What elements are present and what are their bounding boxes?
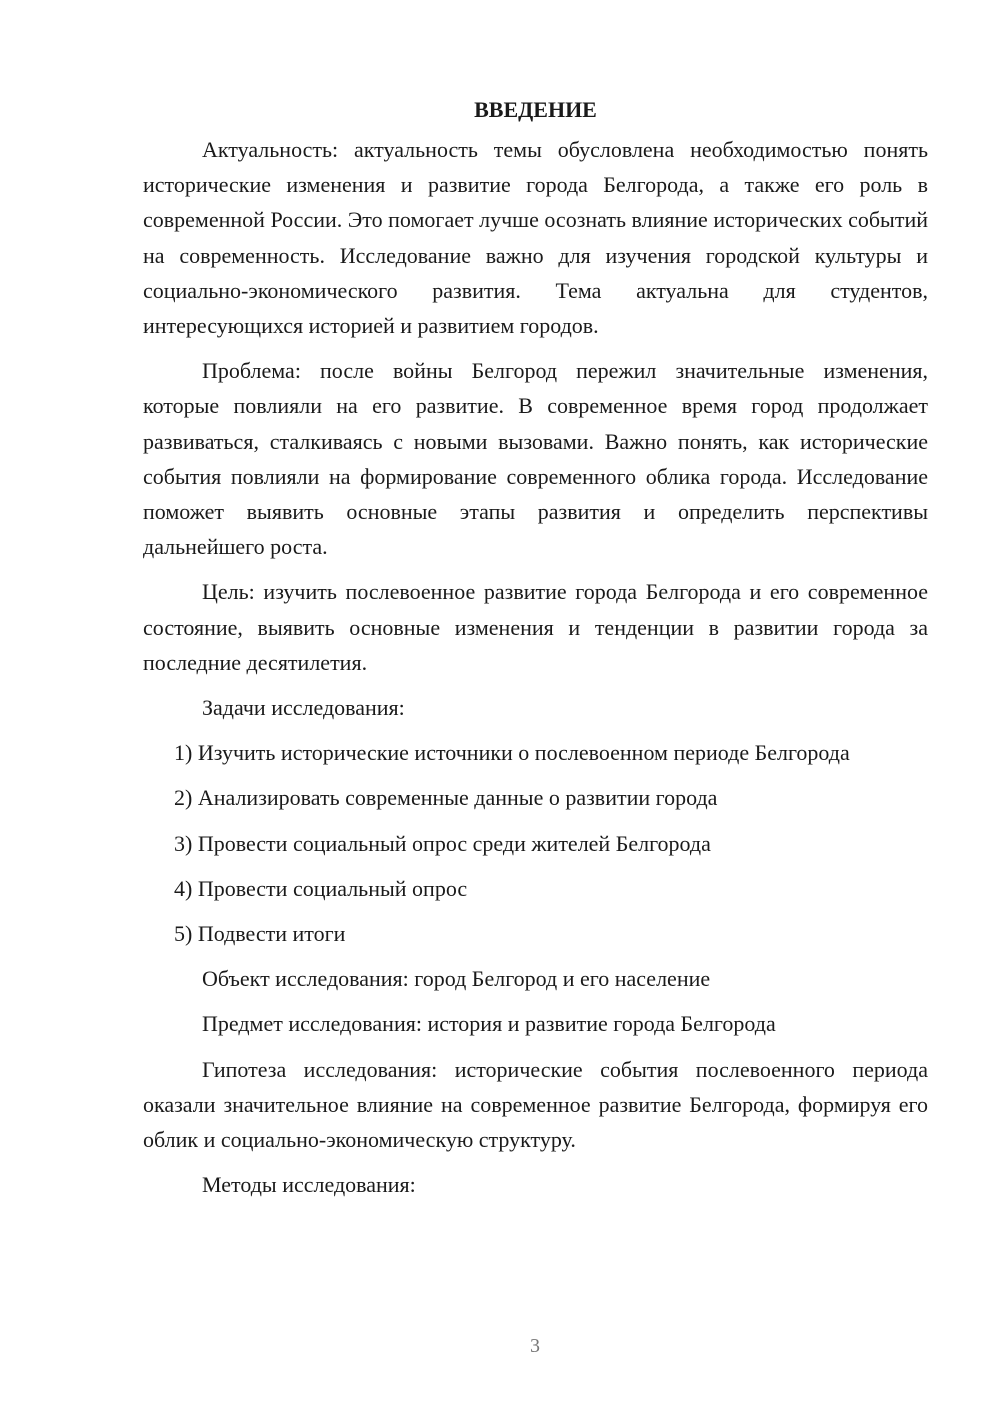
task-item-2: 2) Анализировать современные данные о развитии города: [174, 785, 718, 811]
problem-paragraph: Проблема: после войны Белгород пережил значительные изменения, которые повлияли на его развитие. В современное время город продолжает развиваться, сталкиваясь с новыми вызовами. Важно понять, как исторические события повлияли на формирование современного облика города. Исследование поможет выявить основные этапы развития и определить перспективы дальнейшего роста.: [143, 358, 928, 560]
object-paragraph: Объект исследования: город Белгород и его население: [202, 966, 711, 992]
task-item-1: 1) Изучить исторические источники о послевоенном периоде Белгорода: [174, 740, 850, 766]
relevance-paragraph: Актуальность: актуальность темы обусловлена необходимостью понять исторические изменения и развитие города Белгорода, а также его роль в современной России. Это помогает лучше осознать влияние исторических событий на современность. Исследование важно для изучения городской культуры и социально-экономического развития. Тема актуальна для студентов, интересующихся историей и развитием городов.: [143, 137, 928, 339]
document-body: [143, 92, 928, 1202]
hypothesis-paragraph: Гипотеза исследования: исторические события послевоенного периода оказали значительное влияние на современное развитие Белгорода, формируя его облик и социально-экономическую структуру.: [143, 1056, 928, 1153]
goal-paragraph: Цель: изучить послевоенное развитие города Белгорода и его современное состояние, выявить основные изменения и тенденции в развитии города за последние десятилетия.: [143, 579, 928, 675]
tasks-heading: Задачи исследования:: [202, 695, 405, 721]
page-number: 3: [530, 1335, 540, 1357]
task-item-3: 3) Провести социальный опрос среди жителей Белгорода: [174, 830, 711, 856]
section-title: ВВЕДЕНИЕ: [474, 97, 597, 122]
methods-heading: Методы исследования:: [202, 1172, 416, 1198]
task-item-4: 4) Провести социальный опрос: [174, 875, 468, 901]
subject-paragraph: Предмет исследования: история и развитие города Белгорода: [202, 1011, 776, 1037]
task-item-5: 5) Подвести итоги: [174, 921, 346, 947]
